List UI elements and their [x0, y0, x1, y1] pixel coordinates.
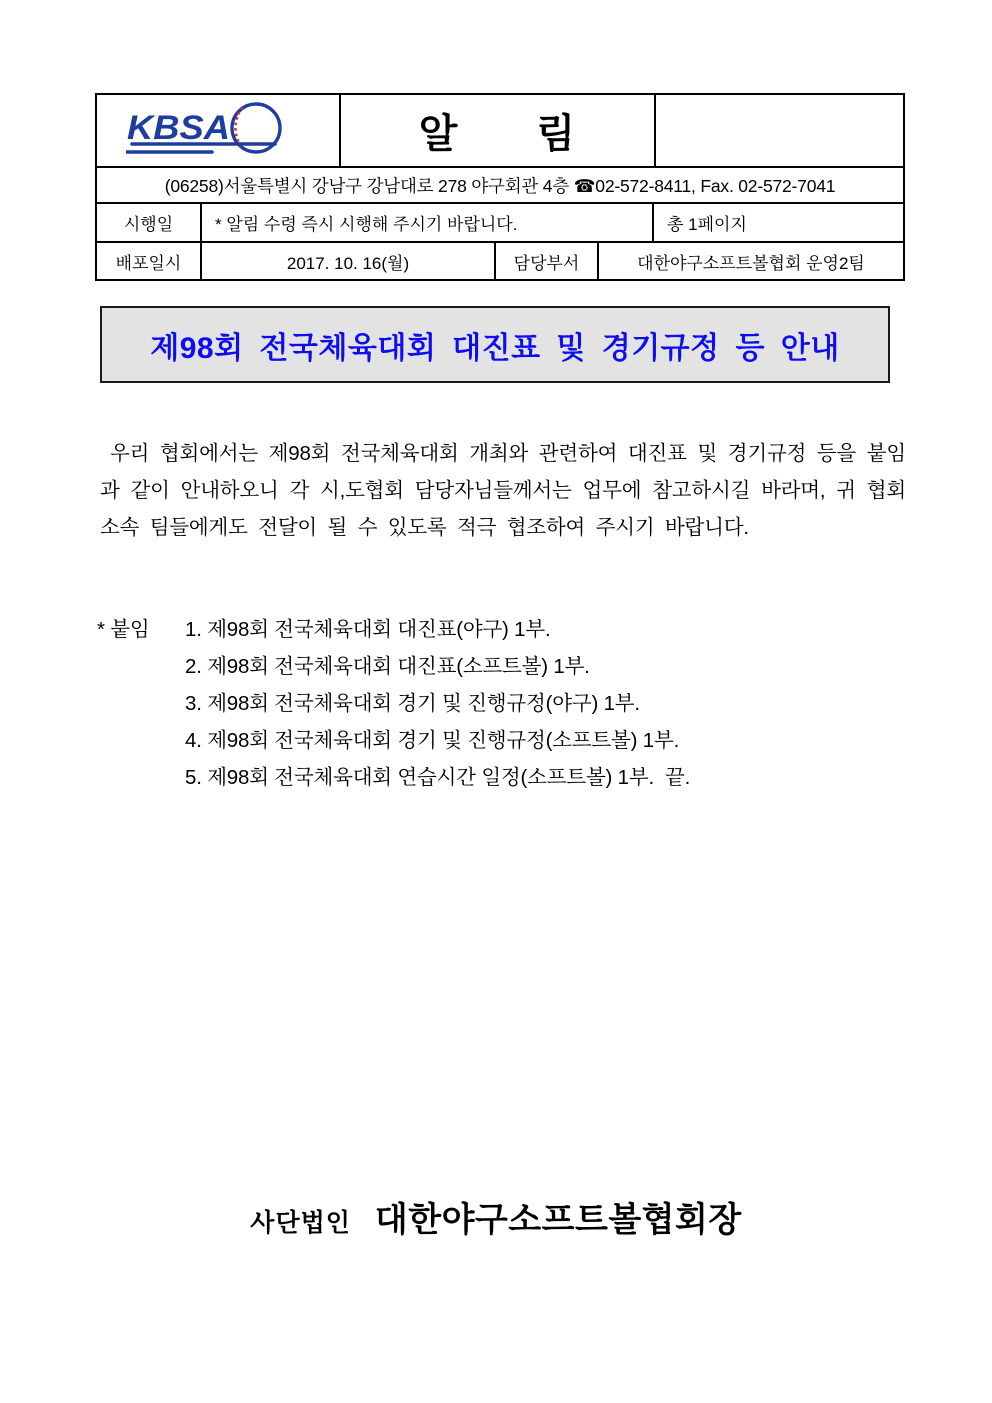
distribution-date-value: 2017. 10. 16(월)	[200, 243, 494, 279]
header-empty-cell	[654, 95, 903, 166]
attachments-section	[97, 611, 917, 796]
attachment-item: 1. 제98회 전국체육대회 대진표(야구) 1부.	[185, 618, 551, 641]
total-pages: 총 1페이지	[652, 204, 903, 241]
logo-cell	[97, 95, 339, 166]
subject-title: 제98회 전국체육대회 대진표 및 경기규정 등 안내	[150, 331, 840, 365]
header-row-address	[97, 166, 903, 202]
attachment-item: 2. 제98회 전국체육대회 대진표(소프트볼) 1부.	[185, 655, 590, 678]
attachment-item: 4. 제98회 전국체육대회 경기 및 진행규정(소프트볼) 1부.	[185, 729, 680, 752]
kbsa-logo-icon	[126, 102, 310, 160]
distribution-date-label: 배포일시	[115, 253, 182, 273]
effective-date-label: 시행일	[123, 215, 174, 234]
attachment-item: 5. 제98회 전국체육대회 연습시간 일정(소프트볼) 1부. 끝.	[185, 766, 691, 789]
subject-banner	[100, 306, 890, 383]
doc-type-title: 알 림	[339, 95, 654, 166]
kbsa-logo-text: KBSA	[127, 108, 230, 147]
department-value: 대한야구소프트볼협회 운영2팀	[597, 243, 903, 279]
attachments-label: * 붙임	[97, 618, 150, 641]
attachment-item: 3. 제98회 전국체육대회 경기 및 진행규정(야구) 1부.	[185, 692, 640, 715]
attachments-list	[185, 611, 917, 796]
address-text: (06258)서울특별시 강남구 강남대로 278 야구회관 4층 ☎02-572-8411, Fax. 02-572-7041	[164, 175, 836, 196]
body-paragraph: 우리 협회에서는 제98회 전국체육대회 개최와 관련하여 대진표 및 경기규정 등을 붙임과 같이 안내하오니 각 시,도협회 담당자님들께서는 업무에 참고하시길 바라며, 귀 협회 소속 팀들에게도 전달이 될 수 있도록 적극 협조하여 주시기 바랍니다.	[100, 442, 906, 539]
signature-org-type: 사단법인	[250, 1209, 351, 1237]
signature-org-name: 대한야구소프트볼협회장	[374, 1201, 742, 1239]
department-label: 담당부서	[494, 243, 597, 279]
header-row-effective	[97, 202, 903, 241]
effective-date-value: * 알림 수령 즉시 시행해 주시기 바랍니다.	[200, 204, 652, 241]
header-row-title	[97, 95, 903, 166]
header-row-distribution	[97, 241, 903, 279]
signature-line	[0, 1192, 992, 1241]
header-table	[95, 93, 905, 281]
